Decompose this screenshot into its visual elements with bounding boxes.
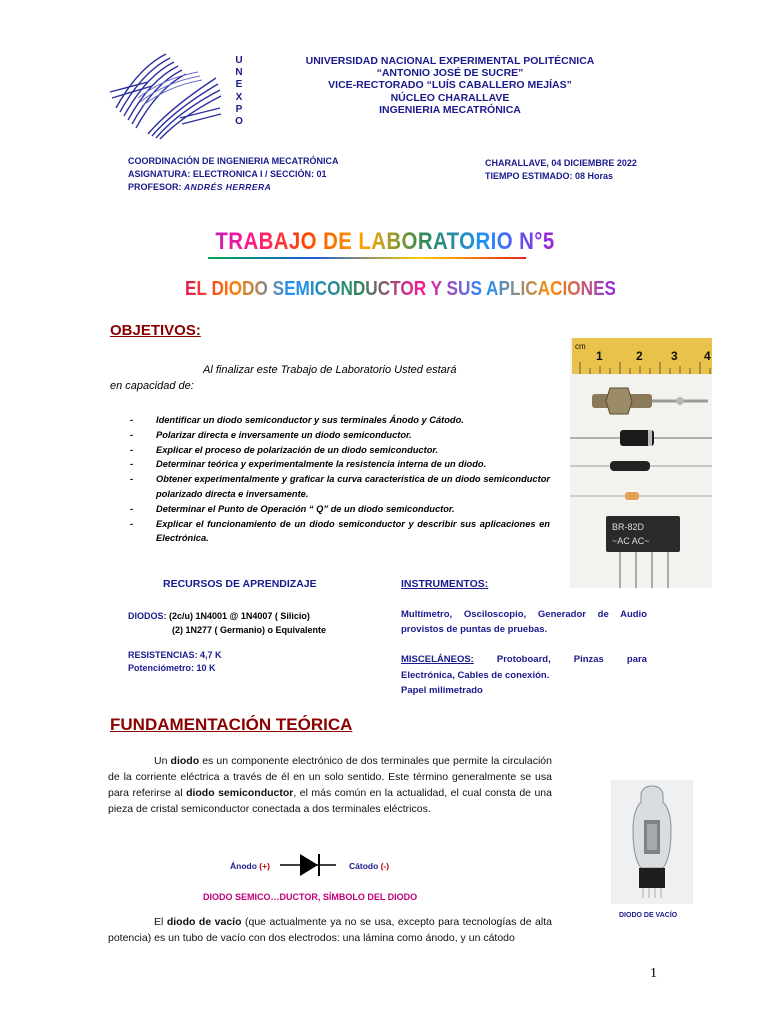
instrumentos-heading: INSTRUMENTOS: — [401, 578, 489, 590]
tube-caption: DIODO DE VACÍO — [619, 912, 678, 919]
list-item: - Obtener experimentalmente y graficar la curva característica de un diodo semiconductor polarizado directa e inversamente. — [130, 474, 550, 499]
header-line-1: UNIVERSIDAD NACIONAL EXPERIMENTAL POLITÉCNICA — [305, 55, 595, 67]
ruler-unit: cm — [575, 342, 586, 351]
list-item: - Determinar teórica y experimentalmente la resistencia interna de un diodo. — [130, 459, 487, 470]
header-line-5: INGENIERIA MECATRÓNICA — [379, 103, 521, 116]
bridge-label: ~AC AC~ — [612, 536, 650, 546]
unexpo-logo — [108, 48, 223, 140]
list-item: - Determinar el Punto de Operación “ Q” de un diodo semiconductor. — [130, 503, 455, 514]
resistencias: RESISTENCIAS: 4,7 K Potenciómetro: 10 K — [128, 650, 222, 673]
fecha: CHARALLAVE, 04 DICIEMBRE 2022 — [485, 158, 637, 168]
ruler-number: 4 — [704, 349, 711, 363]
objetivos-heading: OBJETIVOS: — [110, 322, 201, 339]
coordinacion: COORDINACIÓN DE INGENIERIA MECATRÓNICA — [128, 156, 339, 166]
asignatura: ASIGNATURA: ELECTRONICA I / SECCIÓN: 01 — [128, 169, 327, 179]
page-number: 1 — [650, 966, 657, 981]
anodo-label: Ánodo (+) — [230, 861, 270, 871]
list-item: - Explicar el proceso de polarización de un diodo semiconductor. — [130, 444, 439, 455]
subtitle: EL DIODO SEMICONDUCTOR Y SUS APLICACIONES — [185, 278, 617, 300]
diodo-vacio-paragraph: El diodo de vacío (que actualmente ya no se usa, excepto para tecnologías de alta potencia) es un tubo de vacío con dos electrodos: una lámina como ánodo, y un cátodo — [108, 916, 552, 944]
objetivos-list — [130, 413, 550, 546]
profesor-name: ANDRÉS HERRERA — [184, 182, 272, 192]
ruler-number: 1 — [596, 349, 603, 363]
course-info — [128, 155, 339, 194]
diode-caption: DIODO SEMICO…DUCTOR, SÍMBOLO DEL DIODO — [203, 892, 418, 902]
diodes-photo — [570, 338, 712, 588]
header-line-3: VICE-RECTORADO “LUÍS CABALLERO MEJÍAS” — [328, 79, 572, 92]
bridge-label: BR-82D — [612, 522, 645, 532]
objetivos-intro: Al finalizar este Trabajo de Laboratorio Usted estará en capacidad de: — [110, 364, 457, 392]
diode-symbol-icon — [280, 852, 336, 878]
header-line-4: NÚCLEO CHARALLAVE — [390, 91, 510, 104]
ruler-number: 3 — [671, 349, 678, 363]
miscelaneos: MISCELÁNEOS: Protoboard, Pinzas para Electrónica, Cables de conexión. Papel milimetrado — [401, 654, 647, 696]
instrumentos-text: Multímetro, Osciloscopio, Generador de Audio provistos de puntas de pruebas. — [401, 609, 647, 635]
title-underline — [208, 257, 526, 259]
fundamentacion-heading: FUNDAMENTACIÓN TEÓRICA — [110, 715, 353, 734]
fundamentacion-paragraph: Un diodo es un componente electrónico de dos terminales que permite la circulación de la corriente eléctrica a través de él en un solo sentido. Este término generalmente se usa para referirse al diodo semiconductor, el más común en la actualidad, el cual consta de una pieza de cristal semiconductor conectada a dos terminales eléctricos. — [108, 755, 552, 815]
list-item: - Explicar el funcionamiento de un diodo semiconductor y describir sus aplicaciones en Electrónica. — [130, 518, 550, 544]
header-line-2: “ANTONIO JOSÉ DE SUCRE” — [376, 67, 524, 80]
tiempo-estimado: TIEMPO ESTIMADO: 08 Horas — [485, 171, 614, 181]
date-info — [485, 157, 637, 183]
institution-header — [250, 55, 650, 116]
diodos-list: DIODOS: (2c/u) 1N4001 @ 1N4007 ( Silicio) (2) 1N277 ( Germanio) o Equivalente — [128, 611, 327, 635]
recursos-heading: RECURSOS DE APRENDIZAJE — [163, 578, 317, 590]
unexpo-vertical-text: U N E X P O — [235, 55, 243, 128]
vacuum-tube-photo — [611, 780, 693, 904]
catodo-label: Cátodo (-) — [349, 861, 390, 871]
ruler-number: 2 — [636, 349, 643, 363]
list-item: - Polarizar directa e inversamente un diodo semiconductor. — [130, 429, 412, 440]
profesor: PROFESOR: ANDRÉS HERRERA — [128, 182, 272, 192]
list-item: - Identificar un diodo semiconductor y sus terminales Ánodo y Cátodo. — [130, 415, 464, 425]
main-title: TRABAJO DE LABORATORIO N°5 — [185, 228, 585, 256]
